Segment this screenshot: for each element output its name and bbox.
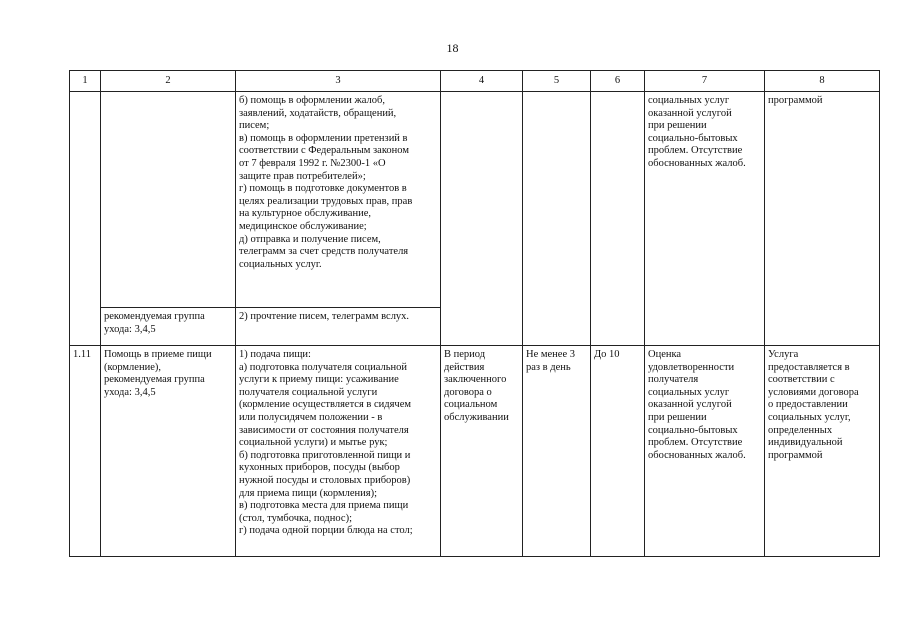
care-group-cell: рекомендуемая группа ухода: 3,4,5: [101, 308, 236, 346]
table-header-row: [70, 71, 880, 92]
services-table: [69, 70, 880, 557]
table-cell-empty: [101, 92, 236, 308]
table-cell-empty: [523, 92, 591, 346]
service-name-cell: Помощь в приеме пищи (кормление), рекомендуемая группа ухода: 3,4,5: [101, 346, 236, 557]
header-cell: 7: [645, 71, 765, 92]
service-description-cell: б) помощь в оформлении жалоб, заявлений, ходатайств, обращений, писем; в) помощь в оформлении претензий в соответствии с Федеральным законом от 7 февраля 1992 г. №2300-1 «О защите прав потребителей»; г) помощь в подготовке документов в целях реализации трудовых прав, прав на культурное обслуживание, медицинское обслуживание; д) отправка и получение писем, телеграмм за счет средств получателя социальных услуг.: [236, 92, 441, 308]
table-row: [70, 92, 880, 308]
conditions-cell: Услуга предоставляется в соответствии с условиями договора о предоставлении социальных услуг, определенных индивидуальной программой: [765, 346, 880, 557]
header-cell: 4: [441, 71, 523, 92]
header-cell: 8: [765, 71, 880, 92]
service-description-cell: 2) прочтение писем, телеграмм вслух.: [236, 308, 441, 346]
table-row: [70, 346, 880, 557]
duration-cell: В период действия заключенного договора о социальном обслуживании: [441, 346, 523, 557]
evaluation-cell: Оценка удовлетворенности получателя социальных услуг оказанной услугой при решении социально-бытовых проблем. Отсутствие обоснованных жалоб.: [645, 346, 765, 557]
conditions-cell: программой: [765, 92, 880, 346]
header-cell: 3: [236, 71, 441, 92]
table-cell-empty: [441, 92, 523, 346]
table-cell-empty: [70, 92, 101, 346]
time-limit-cell: До 10: [591, 346, 645, 557]
evaluation-cell: социальных услуг оказанной услугой при решении социально-бытовых проблем. Отсутствие обоснованных жалоб.: [645, 92, 765, 346]
table-cell-empty: [591, 92, 645, 346]
page-number: 18: [446, 41, 459, 55]
header-cell: 6: [591, 71, 645, 92]
item-number-cell: 1.11: [70, 346, 101, 557]
header-cell: 5: [523, 71, 591, 92]
header-cell: 1: [70, 71, 101, 92]
service-description-cell: 1) подача пищи: а) подготовка получателя социальной услуги к приему пищи: усаживание получателя социальной услуги (кормление осуществляется в сидячем или полусидячем положении - в зависимости от состояния получателя социальной услуги) и мытье рук; б) подготовка приготовленной пищи и кухонных приборов, посуды (выбор нужной посуды и столовых приборов) для приема пищи (кормления); в) подготовка места для приема пищи (стол, тумбочка, поднос); г) подача одной порции блюда на стол;: [236, 346, 441, 557]
header-cell: 2: [101, 71, 236, 92]
frequency-cell: Не менее 3 раз в день: [523, 346, 591, 557]
